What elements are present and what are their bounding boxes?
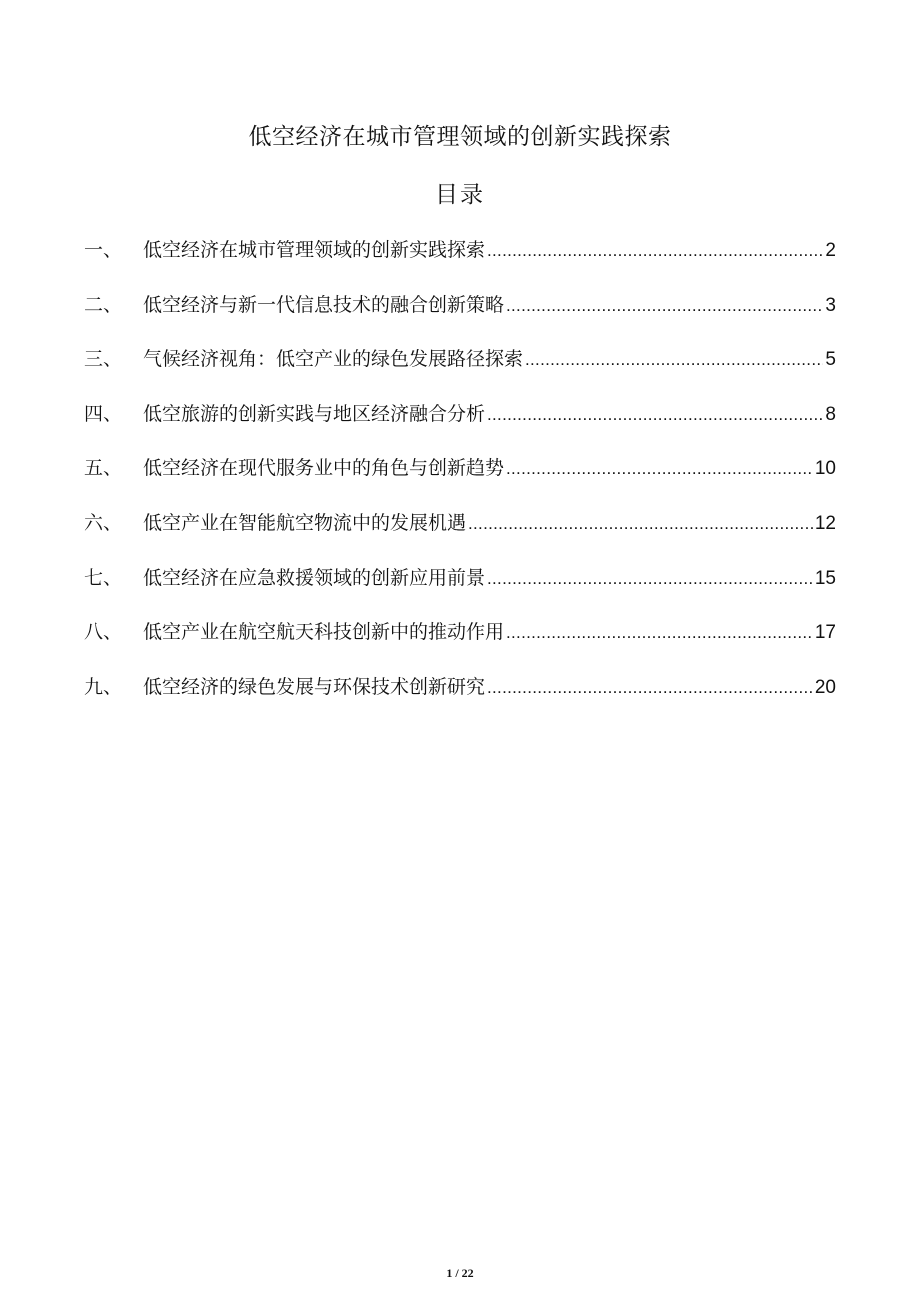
toc-entry-title: 气候经济视角：低空产业的绿色发展路径探索 <box>143 348 524 371</box>
toc-entry-page: 20 <box>814 676 836 698</box>
toc-dot-leader <box>506 451 813 487</box>
toc-entry-title: 低空经济在应急救援领域的创新应用前景 <box>143 566 486 589</box>
toc-entry-title: 低空产业在航空航天科技创新中的推动作用 <box>143 621 505 644</box>
toc-dot-leader <box>506 288 823 324</box>
toc-entry-page: 15 <box>814 567 836 589</box>
toc-entry-number: 八、 <box>84 621 123 644</box>
toc-entry-number: 七、 <box>84 566 123 589</box>
toc-entry-title: 低空经济的绿色发展与环保技术创新研究 <box>143 675 486 698</box>
toc-entry-number: 五、 <box>84 457 123 480</box>
toc-entry-number: 四、 <box>84 402 123 425</box>
table-of-contents <box>84 232 836 723</box>
toc-entry[interactable] <box>84 232 836 287</box>
toc-entry-page: 5 <box>825 349 836 371</box>
toc-entry[interactable] <box>84 396 836 451</box>
toc-entry-number: 六、 <box>84 511 123 534</box>
toc-entry-page: 12 <box>814 512 836 534</box>
document-title: 低空经济在城市管理领域的创新实践探索 <box>248 124 672 150</box>
toc-entry[interactable] <box>84 287 836 342</box>
toc-entry[interactable] <box>84 505 836 560</box>
toc-dot-leader <box>506 615 813 651</box>
toc-entry-title: 低空产业在智能航空物流中的发展机遇 <box>143 511 467 534</box>
toc-dot-leader <box>468 506 813 542</box>
toc-dot-leader <box>487 397 823 433</box>
toc-entry-title: 低空经济在现代服务业中的角色与创新趋势 <box>143 457 505 480</box>
toc-entry[interactable] <box>84 341 836 396</box>
toc-entry-page: 10 <box>814 458 836 480</box>
toc-entry-title: 低空经济与新一代信息技术的融合创新策略 <box>143 293 505 316</box>
toc-entry[interactable] <box>84 614 836 669</box>
toc-entry-page: 2 <box>825 240 836 261</box>
toc-entry-number: 一、 <box>84 239 123 261</box>
toc-dot-leader <box>487 561 813 597</box>
toc-dot-leader <box>487 233 823 269</box>
toc-dot-leader <box>525 342 823 378</box>
toc-entry-number: 三、 <box>84 348 123 371</box>
toc-dot-leader <box>487 670 813 706</box>
page-number: 1 / 22 <box>446 1266 474 1280</box>
toc-entry-page: 17 <box>814 622 836 644</box>
toc-entry[interactable] <box>84 450 836 505</box>
toc-entry[interactable] <box>84 669 836 724</box>
toc-entry-page: 3 <box>825 294 836 316</box>
toc-heading: 目录 <box>435 182 485 208</box>
toc-entry-page: 8 <box>825 403 836 425</box>
toc-entry-number: 九、 <box>84 675 123 698</box>
toc-entry-number: 二、 <box>84 293 123 316</box>
toc-entry-title: 低空旅游的创新实践与地区经济融合分析 <box>143 402 486 425</box>
toc-entry-title: 低空经济在城市管理领域的创新实践探索 <box>143 239 486 261</box>
toc-entry[interactable] <box>84 560 836 615</box>
